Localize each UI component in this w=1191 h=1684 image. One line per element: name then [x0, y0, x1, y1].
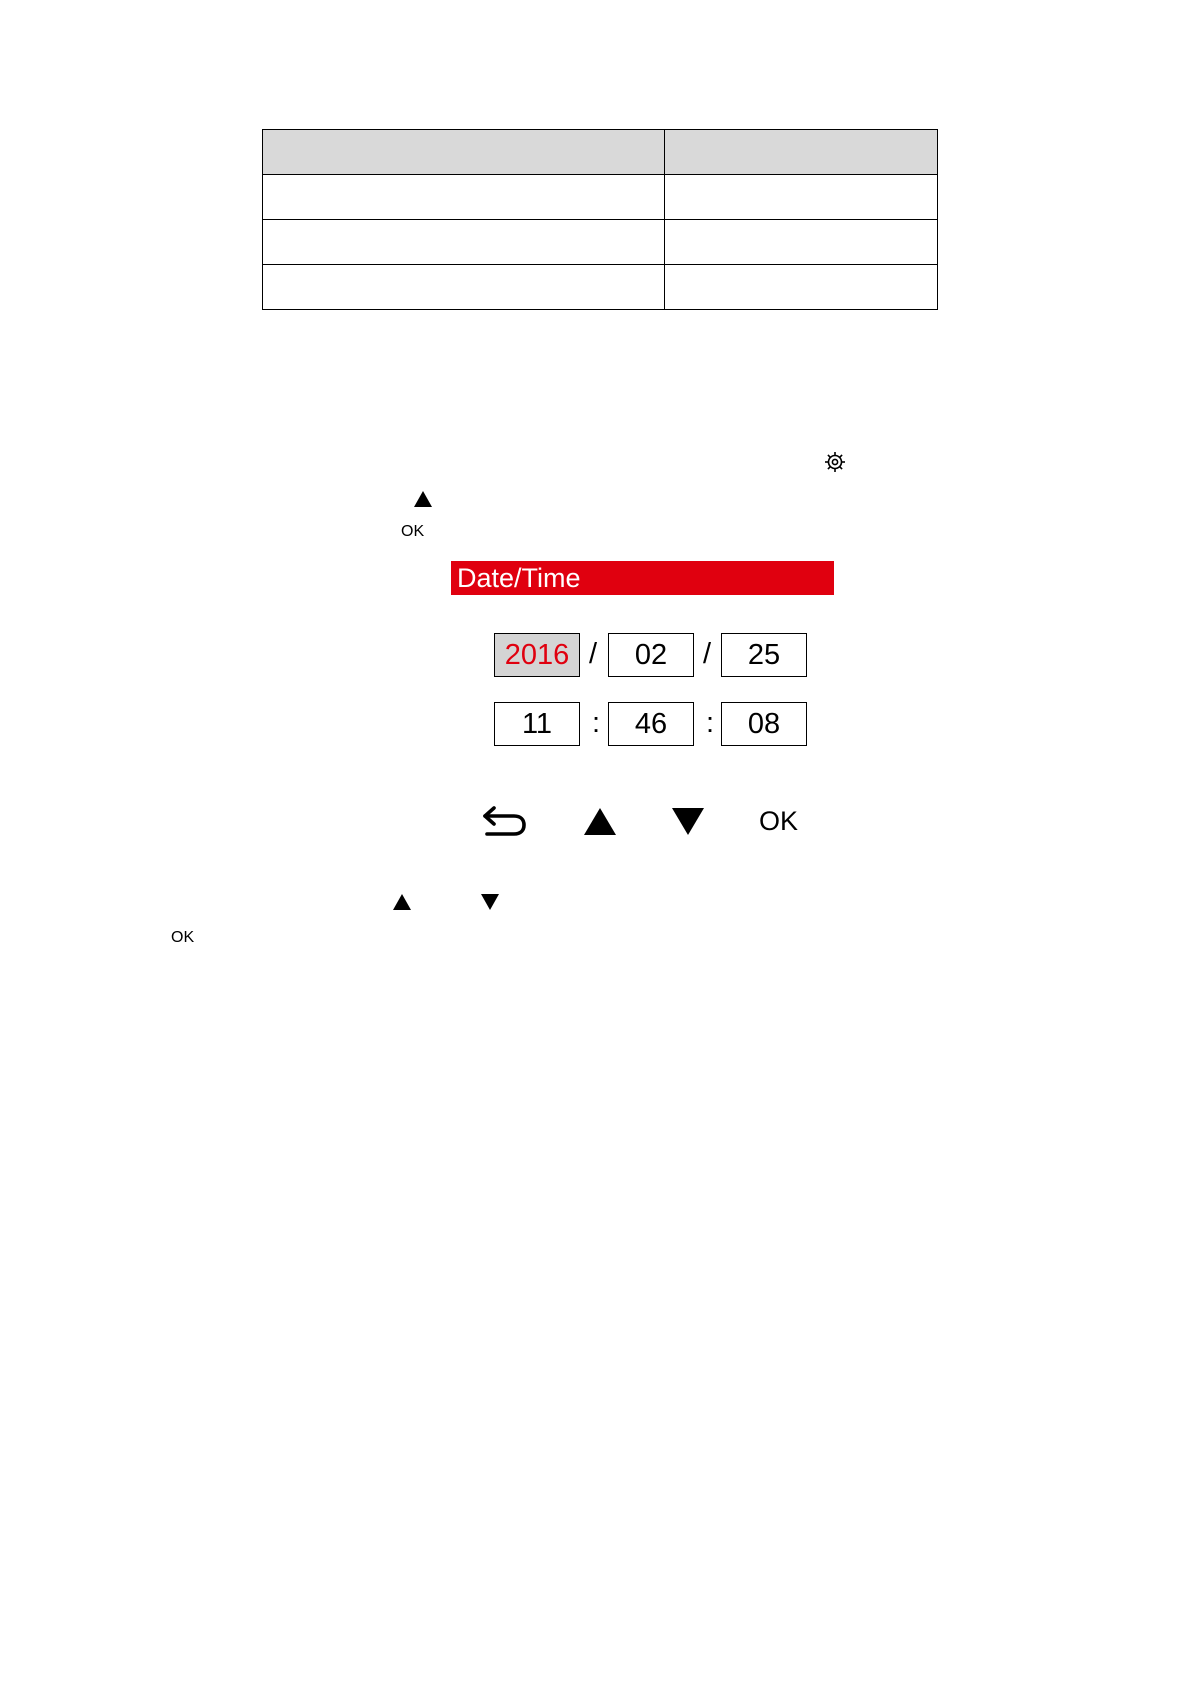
table-cell — [665, 175, 938, 220]
second-field[interactable]: 08 — [721, 702, 807, 746]
year-field[interactable]: 2016 — [494, 633, 580, 677]
hour-field[interactable]: 11 — [494, 702, 580, 746]
down-button[interactable] — [672, 808, 704, 835]
triangle-down-icon — [481, 894, 499, 910]
date-separator: / — [589, 638, 598, 670]
day-field[interactable]: 25 — [721, 633, 807, 677]
minute-field[interactable]: 46 — [608, 702, 694, 746]
gear-icon — [823, 450, 847, 474]
up-button[interactable] — [584, 808, 616, 835]
triangle-up-icon — [414, 491, 432, 507]
return-arrow-icon[interactable] — [481, 805, 527, 839]
table-cell — [263, 175, 665, 220]
month-field[interactable]: 02 — [608, 633, 694, 677]
table-row — [263, 265, 938, 310]
ok-label-inline: OK — [171, 929, 195, 946]
time-separator: : — [706, 707, 715, 739]
table-cell — [263, 265, 665, 310]
spec-table — [262, 129, 938, 310]
screen-title: Date/Time — [451, 561, 834, 595]
table-cell — [665, 220, 938, 265]
table-cell — [263, 220, 665, 265]
ok-label-inline: OK — [401, 523, 425, 540]
table-header-row — [263, 130, 938, 175]
time-separator: : — [592, 707, 601, 739]
table-header-cell — [665, 130, 938, 175]
table-header-cell — [263, 130, 665, 175]
table-cell — [665, 265, 938, 310]
triangle-up-icon — [393, 894, 411, 910]
table-row — [263, 220, 938, 265]
date-separator: / — [703, 638, 712, 670]
ok-button[interactable]: OK — [759, 806, 799, 836]
table-row — [263, 175, 938, 220]
